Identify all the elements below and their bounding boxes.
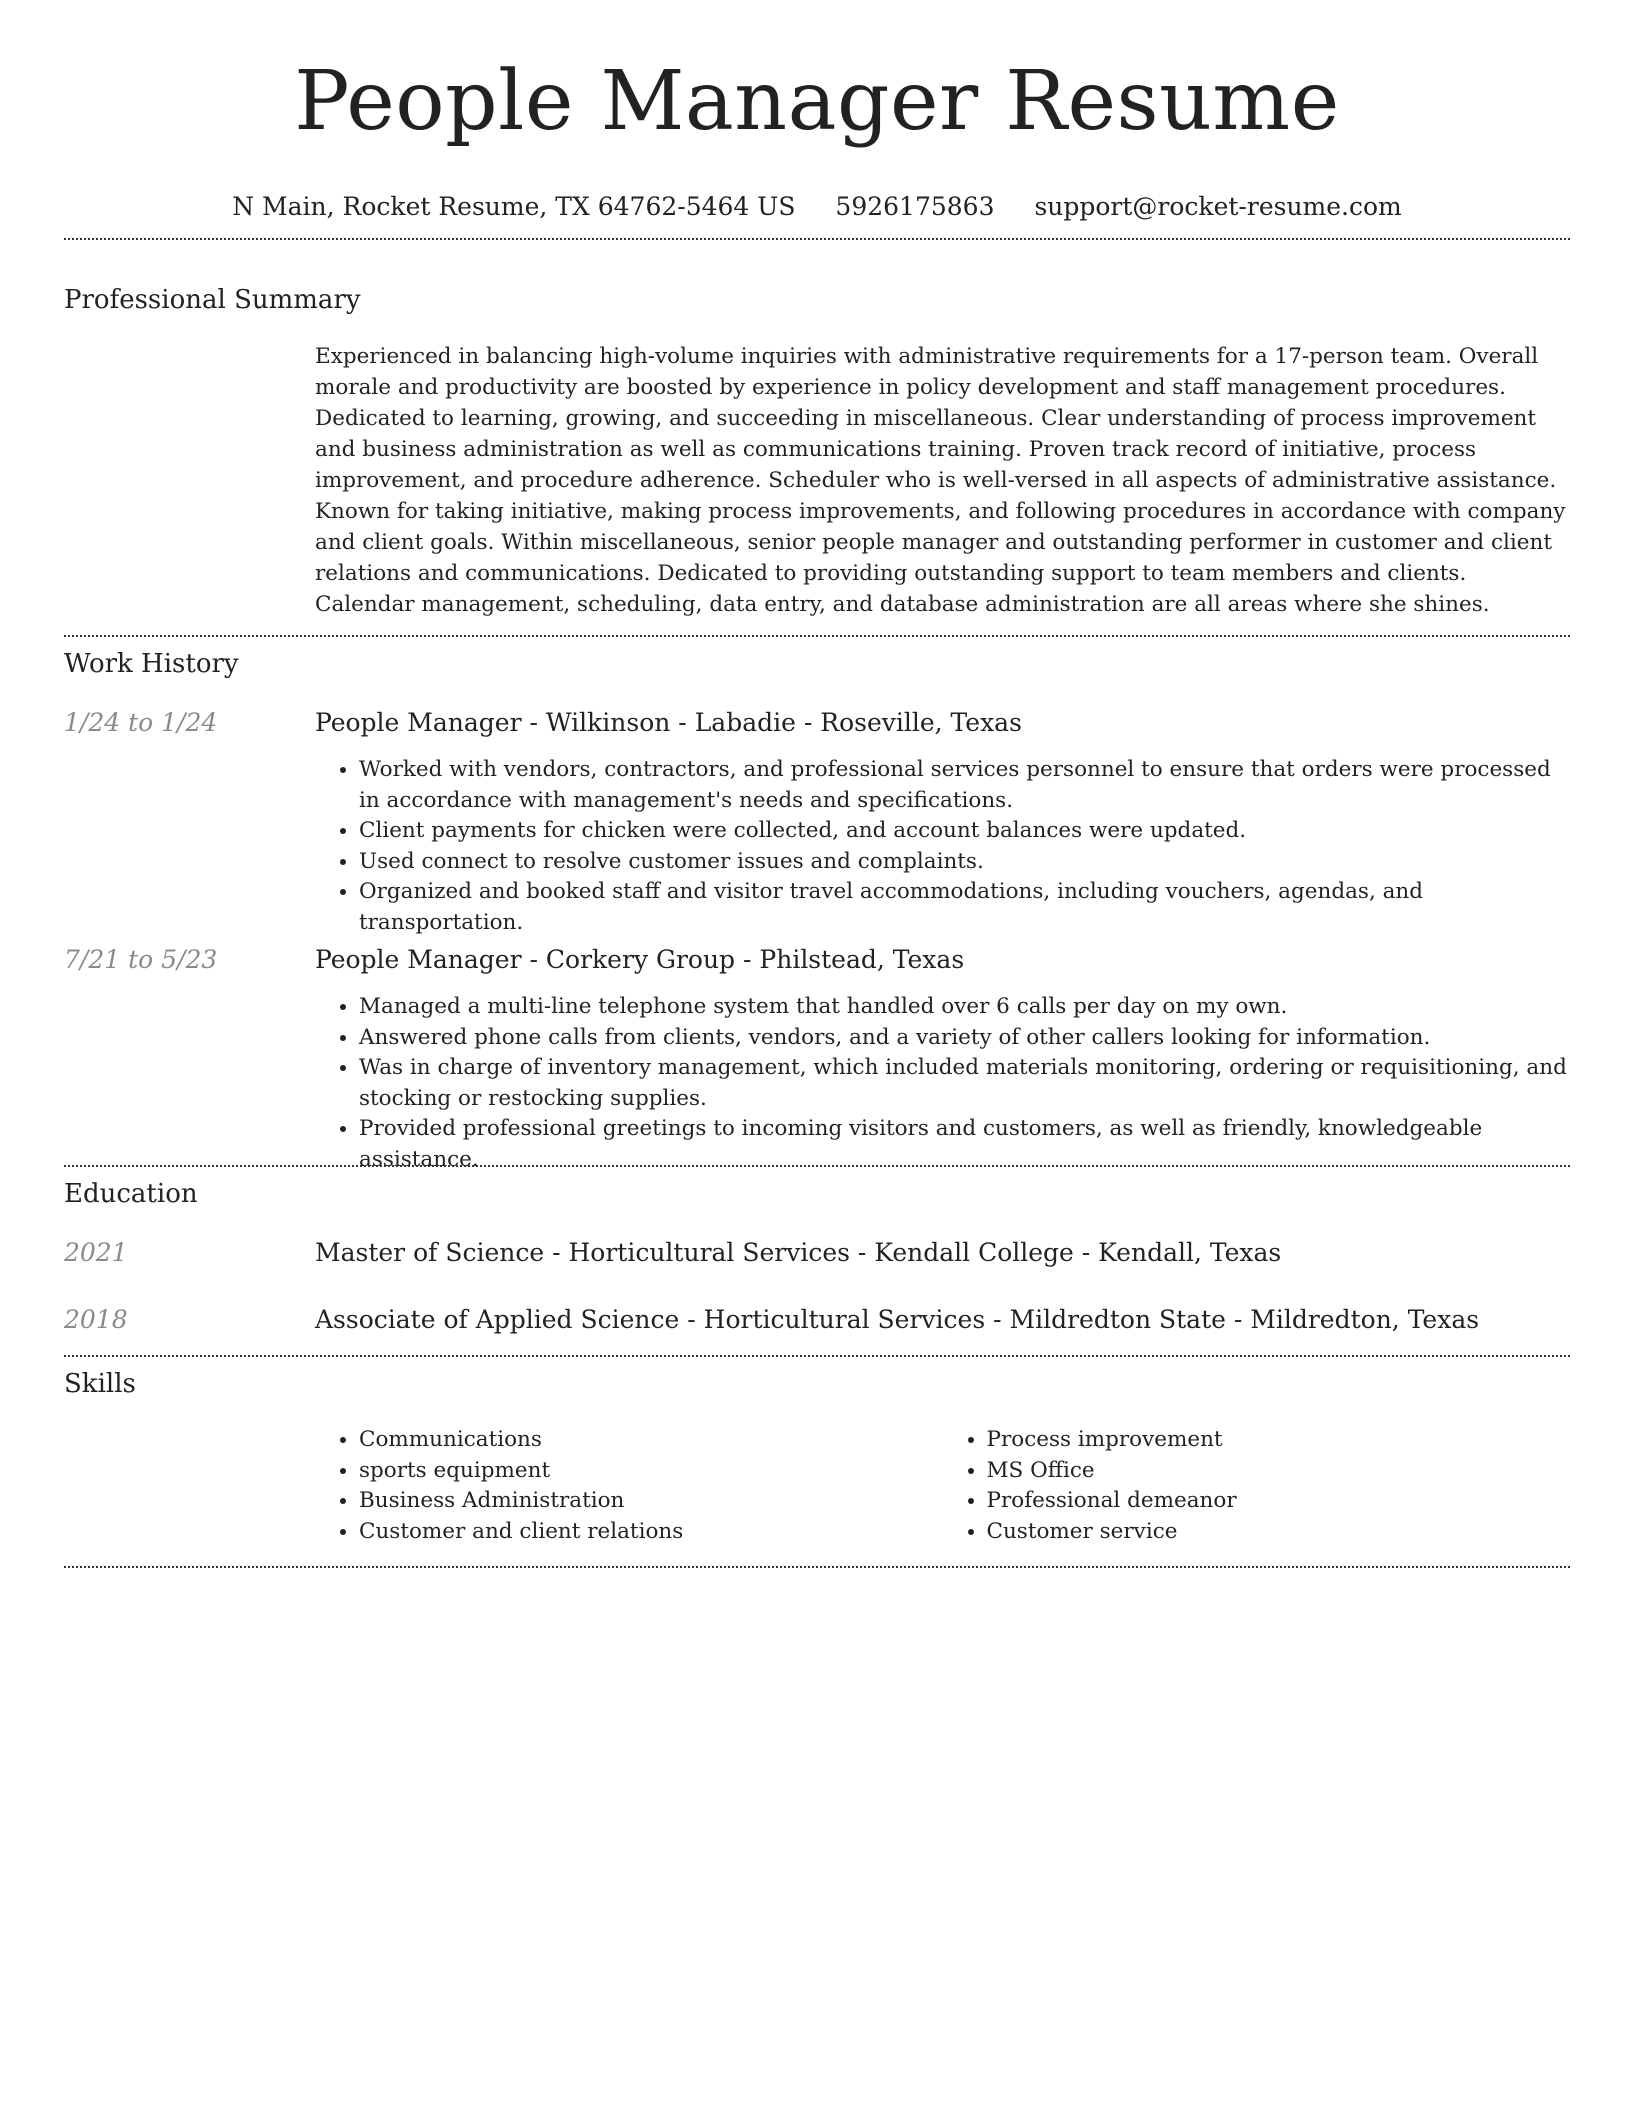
skills-column-left [315,1425,943,1547]
education-title: Master of Science - Horticultural Services - Kendall College - Kendall, Texas [315,1238,1282,1267]
education-year: 2021 [64,1238,128,1267]
summary-block [315,341,1570,620]
divider [64,1355,1570,1357]
contact-email: support@rocket-resume.com [1034,192,1402,221]
job-title: People Manager - Corkery Group - Philstead, Texas [315,945,965,974]
section-heading-skills: Skills [64,1369,136,1399]
contact-phone: 5926175863 [835,192,995,221]
education-title: Associate of Applied Science - Horticultural Services - Mildredton State - Mildredton, Texas [315,1305,1480,1334]
list-item: • Managed a multi-line telephone system that handled over 6 calls per day on my own. [359,992,1570,1023]
list-item: • Professional demeanor [987,1486,1571,1517]
contact-address: N Main, Rocket Resume, TX 64762-5464 US [232,192,796,221]
resume-page [64,0,1570,1544]
list-item: • Customer service [987,1517,1571,1548]
job-bullets [315,992,1570,1175]
list-item: • Provided professional greetings to incoming visitors and customers, as well as friendly, knowledgeable assistance. [359,1114,1570,1175]
skills-list [315,1425,1570,1547]
job-title: People Manager - Wilkinson - Labadie - Roseville, Texas [315,708,1022,737]
list-item: • sports equipment [359,1456,943,1487]
job-entry [315,944,1570,1175]
list-item: • Answered phone calls from clients, vendors, and a variety of other callers looking for information. [359,1023,1570,1054]
skills-column-right [943,1425,1571,1547]
job-entry [315,707,1570,938]
section-heading-summary: Professional Summary [64,285,361,315]
section-heading-education: Education [64,1179,198,1209]
list-item: • Worked with vendors, contractors, and professional services personnel to ensure that orders were processed in accordance with management's needs and specifications. [359,755,1570,816]
list-item: • Process improvement [987,1425,1571,1456]
list-item: • Organized and booked staff and visitor travel accommodations, including vouchers, agendas, and transportation. [359,877,1570,938]
list-item: • Customer and client relations [359,1517,943,1548]
list-item: • MS Office [987,1456,1571,1487]
job-dates: 1/24 to 1/24 [64,708,218,737]
list-item: • Was in charge of inventory management, which included materials monitoring, ordering or requisitioning, and stocking or restocking supplies. [359,1053,1570,1114]
list-item: • Used connect to resolve customer issues and complaints. [359,847,1570,878]
list-item: • Client payments for chicken were collected, and account balances were updated. [359,816,1570,847]
contact-line [64,192,1570,222]
job-bullets [315,755,1570,938]
list-item: • Business Administration [359,1486,943,1517]
job-dates: 7/21 to 5/23 [64,945,218,974]
summary-text: Experienced in balancing high-volume inquiries with administrative requirements for a 17-person team. Overall morale and productivity are boosted by experience in policy development and staff management procedures. Dedicated to learning, growing, and succeeding in miscellaneous. Clear understanding of process improvement and business administration as well as communications training. Proven track record of initiative, process improvement, and procedure adherence. Scheduler who is well-versed in all aspects of administrative assistance. Known for taking initiative, making process improvements, and following procedures in accordance with company and client goals. Within miscellaneous, senior people manager and outstanding performer in customer and client relations and communications. Dedicated to providing outstanding support to team members and clients. Calendar management, scheduling, data entry, and database administration are all areas where she shines. [315,344,1566,617]
section-heading-work: Work History [64,649,239,679]
education-year: 2018 [64,1305,128,1334]
divider [64,1165,1570,1167]
divider [64,238,1570,240]
list-item: • Communications [359,1425,943,1456]
resume-title: People Manager Resume [294,54,1340,149]
divider [64,1566,1570,1568]
divider [64,635,1570,637]
